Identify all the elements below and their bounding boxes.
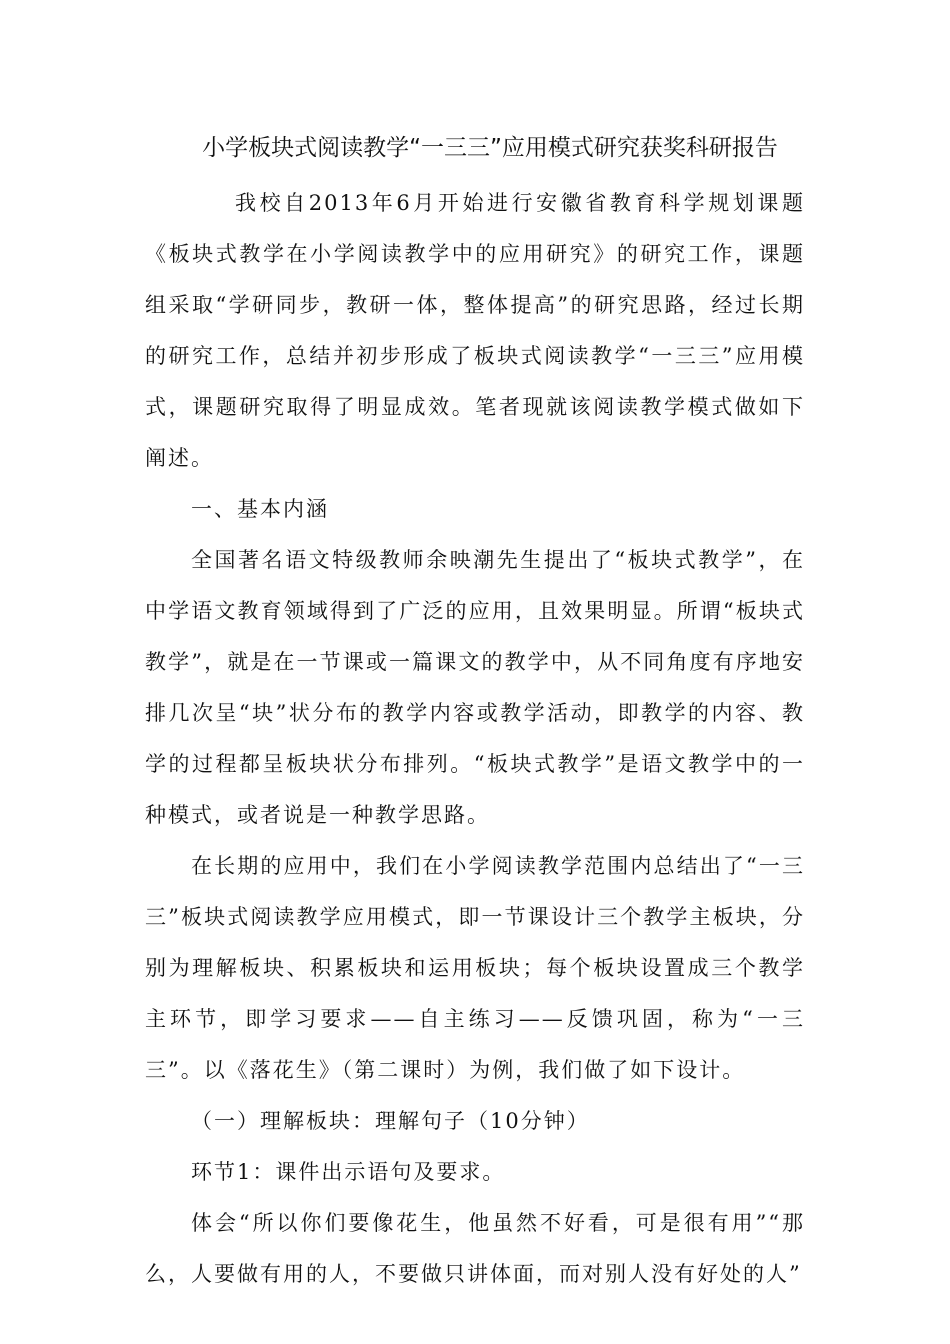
section-heading-basic-meaning: 一、基本内涵 <box>191 497 329 521</box>
paragraph-model-summary: 在长期的应用中，我们在小学阅读教学范围内总结出了“一三三”板块式阅读教学应用模式，即一节课设计三个教学主板块，分别为理解板块、积累板块和运用板块；每个板块设置成三个教学主环节，即学习要求——自主练习——反馈巩固，称为“一三三”。以《落花生》（第二课时）为例，我们做了如下设计。 <box>145 854 805 1082</box>
paragraph-sentence-study: 体会“所以你们要像花生，他虽然不好看，可是很有用”“那么，人要做有用的人，不要做只讲体面，而对别人没有好处的人” <box>145 1211 805 1286</box>
paragraph-step-1: 环节1：课件出示语句及要求。 <box>191 1160 506 1184</box>
subsection-heading-understanding: （一）理解板块：理解句子（10分钟） <box>191 1109 590 1133</box>
document-body <box>145 178 805 1300</box>
paragraph-intro: 我校自2013年6月开始进行安徽省教育科学规划课题《板块式教学在小学阅读教学中的应用研究》的研究工作，课题组采取“学研同步，教研一体，整体提高”的研究思路，经过长期的研究工作，总结并初步形成了板块式阅读教学“一三三”应用模式，课题研究取得了明显成效。笔者现就该阅读教学模式做如下阐述。 <box>145 191 805 470</box>
document-title: 小学板块式阅读教学“一三三”应用模式研究获奖科研报告 <box>202 135 778 161</box>
paragraph-block-teaching: 全国著名语文特级教师余映潮先生提出了“板块式教学”，在中学语文教育领域得到了广泛的应用，且效果明显。所谓“板块式教学”，就是在一节课或一篇课文的教学中，从不同角度有序地安排几次呈“块”状分布的教学内容或教学活动，即教学的内容、教学的过程都呈板块状分布排列。“板块式教学”是语文教学中的一种模式，或者说是一种教学思路。 <box>145 548 805 827</box>
